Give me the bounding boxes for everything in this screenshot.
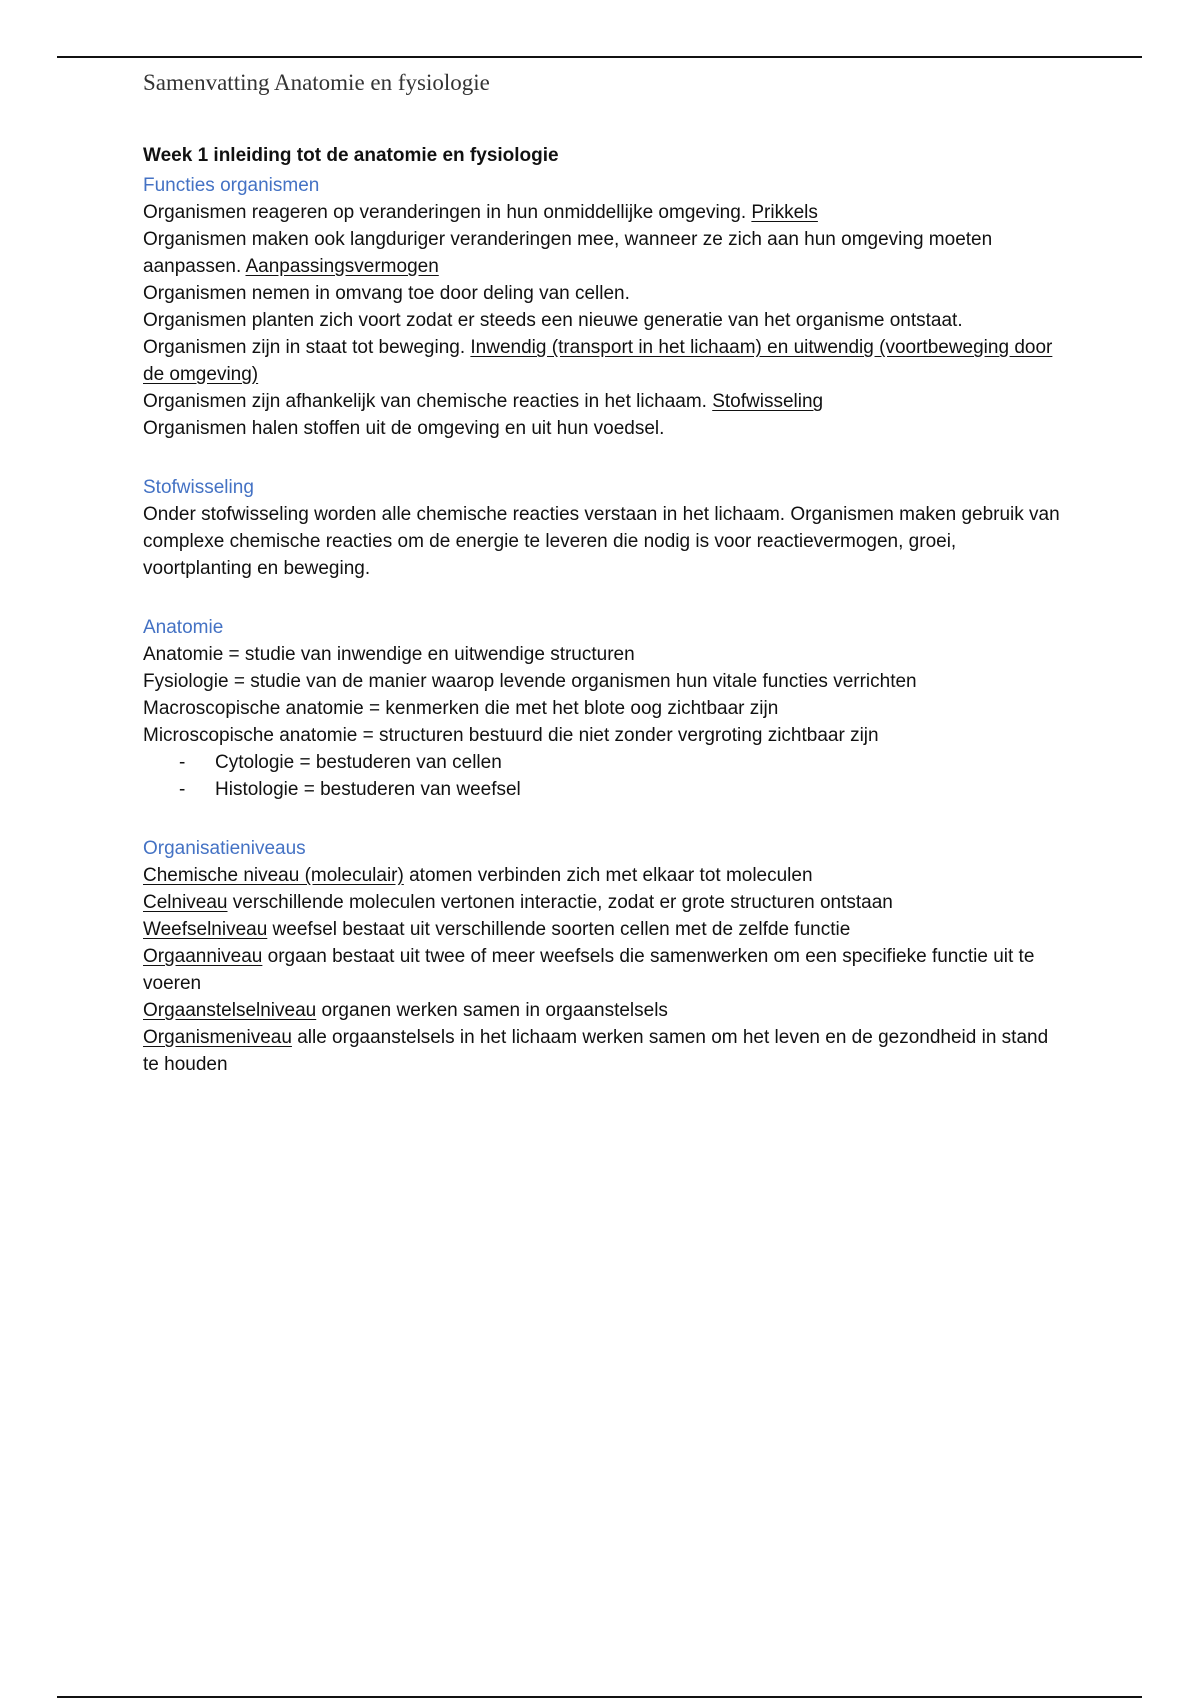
heading-stofwisseling: Stofwisseling — [143, 477, 254, 498]
underlined-term: Celniveau — [143, 892, 228, 913]
paragraph-stofwisseling: Onder stofwisseling worden alle chemische reacties verstaan in het lichaam. Organismen maken gebruik van complexe chemische reacties om de energie te leveren die nodig is voor reactievermogen, groei, voortplanting en beweging. — [143, 504, 1060, 579]
paragraph-line: Anatomie = studie van inwendige en uitwendige structuren — [143, 644, 635, 665]
paragraph-line: Organismen reageren op veranderingen in hun onmiddellijke omgeving. Prikkels — [143, 202, 818, 223]
underlined-term: Orgaanniveau — [143, 946, 263, 967]
underlined-term: Aanpassingsvermogen — [245, 256, 439, 277]
paragraph-line: Celniveau verschillende moleculen vertonen interactie, zodat er grote structuren ontstaan — [143, 892, 893, 913]
underlined-term: Orgaanstelselniveau — [143, 1000, 317, 1021]
paragraph-line: Organismen zijn afhankelijk van chemische reacties in het lichaam. Stofwisseling — [143, 391, 824, 412]
bullet-item: - Histologie = bestuderen van weefsel — [143, 776, 1063, 803]
underlined-term: Prikkels — [751, 202, 818, 223]
paragraph-line: Organismen maken ook langduriger veranderingen mee, wanneer ze zich aan hun omgeving moeten aanpassen. Aanpassingsvermogen — [143, 229, 993, 277]
bullet-marker: - — [179, 779, 186, 800]
paragraph-line: Orgaanniveau orgaan bestaat uit twee of meer weefsels die samenwerken om een specifieke functie uit te voeren — [143, 946, 1035, 994]
heading-anatomie: Anatomie — [143, 617, 224, 638]
bullet-marker: - — [179, 752, 186, 773]
paragraph-line: Organismen nemen in omvang toe door deling van cellen. — [143, 283, 630, 304]
underlined-term: Weefselniveau — [143, 919, 268, 940]
underlined-term: Chemische niveau (moleculair) — [143, 865, 404, 886]
header-rule — [57, 56, 1142, 58]
paragraph-line: Fysiologie = studie van de manier waarop levende organismen hun vitale functies verrichten — [143, 671, 917, 692]
document-body — [143, 142, 1063, 1078]
paragraph-line: Organismen halen stoffen uit de omgeving en uit hun voedsel. — [143, 418, 665, 439]
paragraph-line: Organismeniveau alle orgaanstelsels in het lichaam werken samen om het leven en de gezondheid in stand te houden — [143, 1027, 1049, 1075]
underlined-term: Stofwisseling — [712, 391, 824, 412]
bullet-list — [143, 749, 1063, 803]
paragraph-line: Weefselniveau weefsel bestaat uit verschillende soorten cellen met de zelfde functie — [143, 919, 851, 940]
underlined-term: Inwendig (transport in het lichaam) en uitwendig (voortbeweging door de omgeving) — [143, 337, 1053, 385]
paragraph-line: Chemische niveau (moleculair) atomen verbinden zich met elkaar tot moleculen — [143, 865, 813, 886]
document-header-title: Samenvatting Anatomie en fysiologie — [143, 70, 490, 95]
paragraph-line: Organismen zijn in staat tot beweging. Inwendig (transport in het lichaam) en uitwendig (voortbeweging door de omgeving) — [143, 337, 1053, 385]
heading-organisatieniveaus: Organisatieniveaus — [143, 838, 306, 859]
heading-functies-organismen: Functies organismen — [143, 175, 320, 196]
paragraph-line: Orgaanstelselniveau organen werken samen in orgaanstelsels — [143, 1000, 668, 1021]
underlined-term: Organismeniveau — [143, 1027, 292, 1048]
paragraph-line: Macroscopische anatomie = kenmerken die met het blote oog zichtbaar zijn — [143, 698, 779, 719]
paragraph-line: Organismen planten zich voort zodat er steeds een nieuwe generatie van het organisme ontstaat. — [143, 310, 963, 331]
paragraph-line: Microscopische anatomie = structuren bestuurd die niet zonder vergroting zichtbaar zijn — [143, 725, 879, 746]
week-title: Week 1 inleiding tot de anatomie en fysiologie — [143, 145, 559, 166]
footer-rule — [57, 1696, 1142, 1698]
bullet-item: - Cytologie = bestuderen van cellen — [143, 749, 1063, 776]
